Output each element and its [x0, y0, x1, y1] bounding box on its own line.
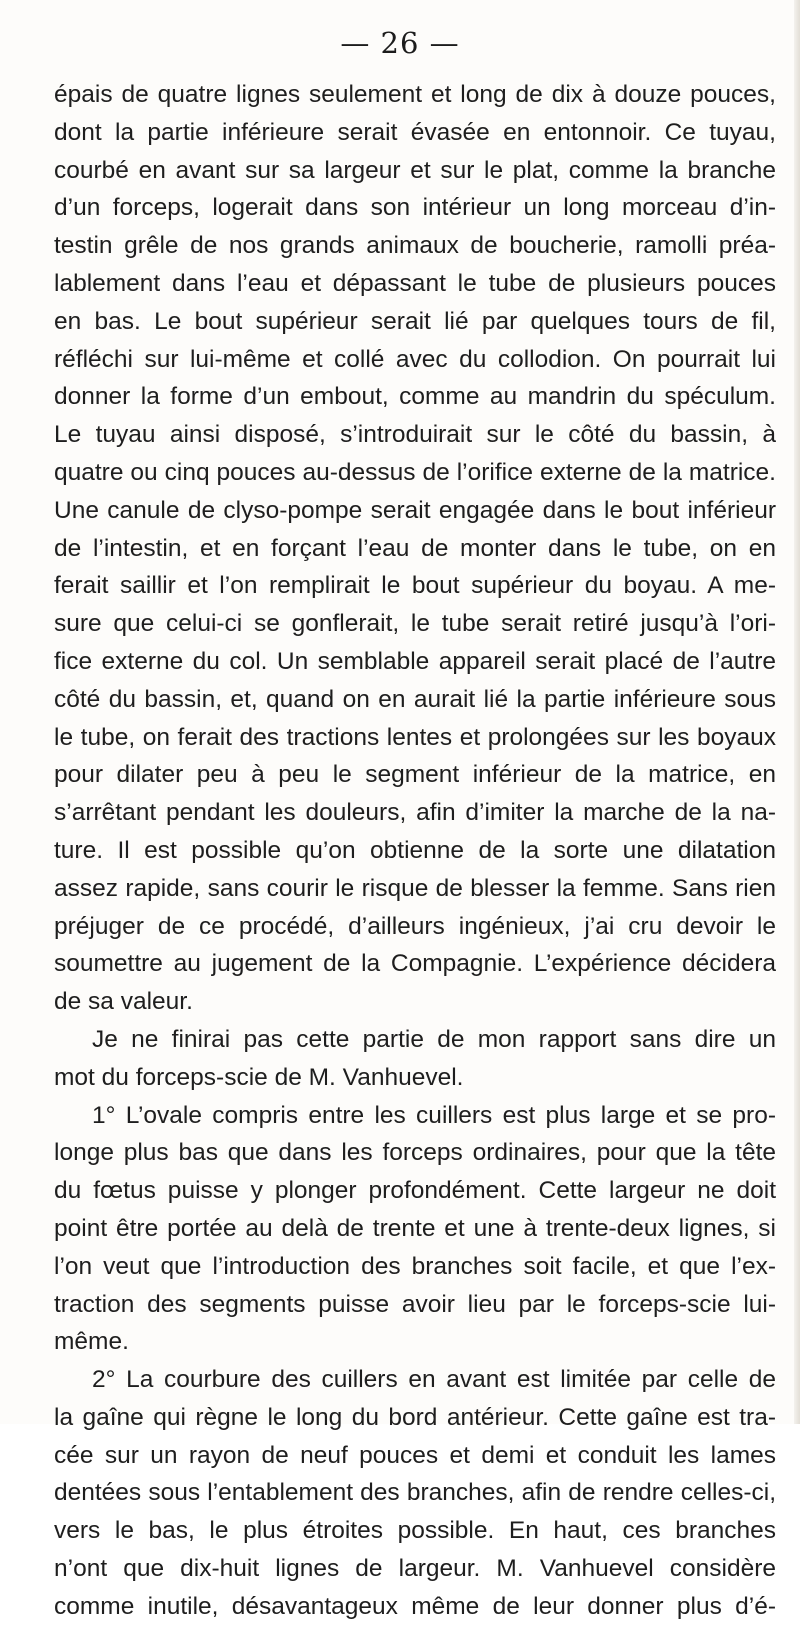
text-line: 1° L’ovale compris entre les cuillers est plus large et se pro-	[92, 1101, 776, 1129]
text-line: vers le bas, le plus étroites possible. En haut, ces branches	[54, 1517, 776, 1545]
text-line: préjuger de ce procédé, d’ailleurs ingénieux, j’ai cru devoir le	[54, 912, 776, 940]
text-line: Je ne finirai pas cette partie de mon rapport sans dire un	[92, 1025, 776, 1053]
text-line: de sa valeur.	[54, 988, 193, 1016]
text-line: donner la forme d’un embout, comme au mandrin du spéculum.	[54, 383, 776, 411]
text-line: d’un forceps, logerait dans son intérieur un long morceau d’in-	[54, 194, 776, 222]
page-number-header: — 26 —	[340, 26, 460, 60]
text-line: dont la partie inférieure serait évasée en entonnoir. Ce tuyau,	[54, 118, 776, 146]
text-line: Le tuyau ainsi disposé, s’introduirait sur le côté du bassin, à	[54, 421, 776, 449]
text-line: lablement dans l’eau et dépassant le tube de plusieurs pouces	[54, 269, 776, 297]
text-line: dentées sous l’entablement des branches, afin de rendre celles-ci,	[54, 1479, 776, 1507]
text-line: réfléchi sur lui-même et collé avec du collodion. On pourrait lui	[54, 345, 776, 373]
body-text	[54, 76, 776, 1626]
text-line: testin grêle de nos grands animaux de boucherie, ramolli préa-	[54, 232, 776, 260]
text-line: la gaîne qui règne le long du bord antérieur. Cette gaîne est tra-	[54, 1403, 776, 1431]
text-line: de l’intestin, et en forçant l’eau de monter dans le tube, on en	[54, 534, 776, 562]
text-line: le tube, on ferait des tractions lentes et prolongées sur les boyaux	[54, 723, 776, 751]
text-line: côté du bassin, et, quand on en aurait lié la partie inférieure sous	[54, 685, 776, 713]
text-line: ferait saillir et l’on remplirait le bout supérieur du boyau. A me-	[54, 572, 776, 600]
text-line: n’ont que dix-huit lignes de largeur. M. Vanhuevel considère	[54, 1555, 776, 1583]
text-line: fice externe du col. Un semblable appareil serait placé de l’autre	[54, 647, 776, 675]
text-line: l’on veut que l’introduction des branches soit facile, et que l’ex-	[54, 1252, 776, 1280]
text-line: même.	[54, 1328, 129, 1356]
text-line: épais de quatre lignes seulement et long de dix à douze pouces,	[54, 81, 776, 108]
text-line: en bas. Le bout supérieur serait lié par quelques tours de fil,	[54, 307, 776, 335]
text-line: assez rapide, sans courir le risque de blesser la femme. Sans rien	[54, 874, 776, 902]
text-line: Une canule de clyso-pompe serait engagée dans le bout inférieur	[54, 496, 776, 524]
page-edge	[794, 0, 800, 1424]
text-line: comme inutile, désavantageux même de leur donner plus d’é-	[54, 1592, 776, 1620]
text-line: sure que celui-ci se gonflerait, le tube serait retiré jusqu’à l’ori-	[54, 610, 776, 638]
text-line: du fœtus puisse y plonger profondément. Cette largeur ne doit	[54, 1177, 776, 1205]
text-line: s’arrêtant pendant les douleurs, afin d’imiter la marche de la na-	[54, 799, 776, 827]
text-line: pour dilater peu à peu le segment inférieur de la matrice, en	[54, 761, 776, 789]
text-line: soumettre au jugement de la Compagnie. L’expérience décidera	[54, 950, 776, 978]
text-line: ture. Il est possible qu’on obtienne de la sorte une dilatation	[54, 836, 776, 864]
text-line: 2° La courbure des cuillers en avant est limitée par celle de	[92, 1366, 776, 1394]
text-line: mot du forceps-scie de M. Vanhuevel.	[54, 1063, 464, 1091]
text-line: quatre ou cinq pouces au-dessus de l’orifice externe de la matrice.	[54, 458, 776, 486]
text-line: courbé en avant sur sa largeur et sur le plat, comme la branche	[54, 156, 776, 184]
text-line: traction des segments puisse avoir lieu par le forceps-scie lui-	[54, 1290, 776, 1318]
text-line: cée sur un rayon de neuf pouces et demi et conduit les lames	[54, 1441, 776, 1469]
text-line: point être portée au delà de trente et une à trente-deux lignes, si	[54, 1214, 776, 1242]
text-line: longe plus bas que dans les forceps ordinaires, pour que la tête	[54, 1139, 776, 1167]
